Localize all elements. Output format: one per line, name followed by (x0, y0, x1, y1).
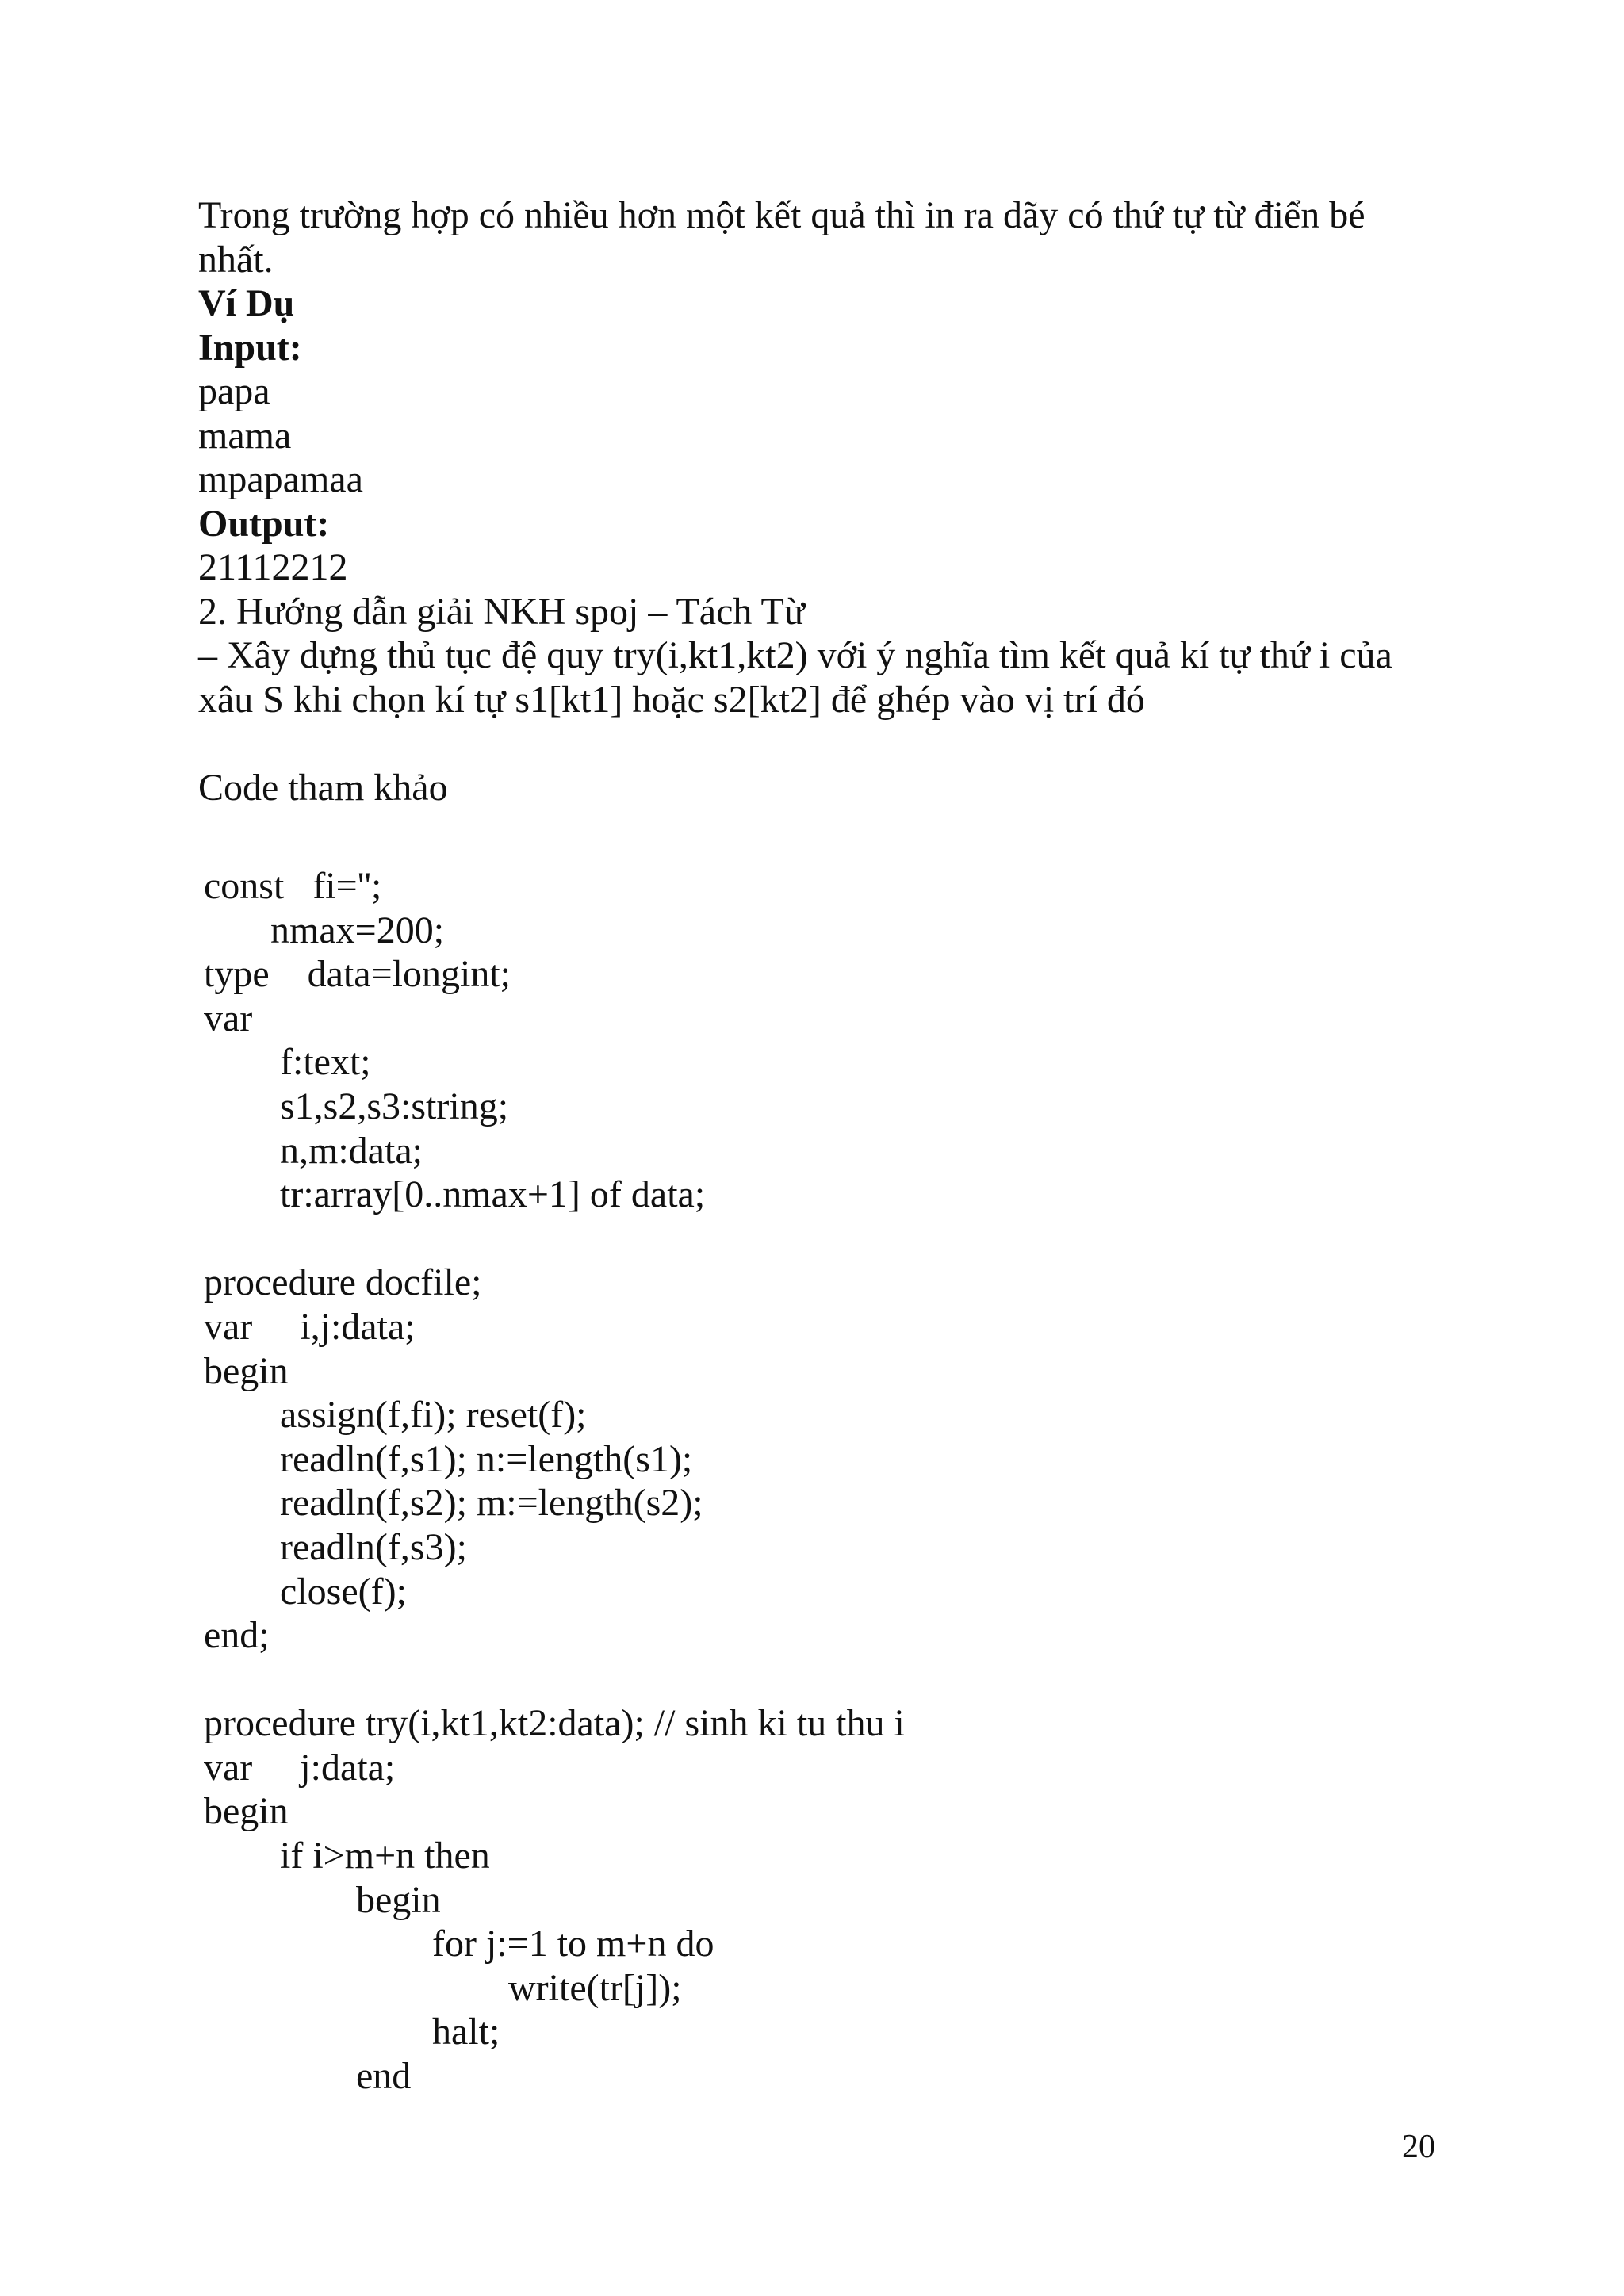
code-line: const fi=''; (204, 865, 382, 907)
code-line: f:text; (204, 1041, 371, 1084)
intro-paragraph: Trong trường hợp có nhiều hơn một kết quả thì in ra dãy có thứ tự từ điển bé nhất. (198, 194, 1365, 281)
guide-paragraph: – Xây dựng thủ tục đệ quy try(i,kt1,kt2) với ý nghĩa tìm kết quả kí tự thứ i của xâu S khi chọn kí tự s1[kt1] hoặc s2[kt2] để ghép vào vị trí đó (198, 634, 1392, 721)
input-line: mama (198, 414, 292, 457)
code-line: halt; (204, 2011, 500, 2053)
code-line: var i,j:data; (204, 1305, 416, 1348)
text-block (198, 193, 1435, 809)
page-number: 20 (1402, 2129, 1435, 2165)
code-line (204, 1217, 1393, 1261)
code-line: if i>m+n then (204, 1835, 490, 1877)
code-line (204, 1658, 1393, 1702)
code-line: assign(f,fi); reset(f); (204, 1394, 587, 1437)
code-line: procedure docfile; (204, 1261, 482, 1304)
section-title: 2. Hướng dẫn giải NKH spoj – Tách Từ (198, 590, 805, 633)
input-line: papa (198, 370, 270, 412)
code-line: nmax=200; (204, 909, 445, 951)
code-line: n,m:data; (204, 1129, 423, 1172)
code-line: readln(f,s3); (204, 1525, 467, 1568)
code-heading: Code tham khảo (198, 766, 448, 809)
code-line: write(tr[j]); (204, 1966, 682, 2009)
code-line: begin (204, 1878, 441, 1921)
code-line: type data=longint; (204, 953, 511, 996)
code-block (204, 864, 1393, 2099)
code-line: end (204, 2055, 412, 2098)
output-line: 21112212 (198, 546, 348, 588)
code-line: s1,s2,s3:string; (204, 1085, 509, 1127)
code-line: readln(f,s1); n:=length(s1); (204, 1437, 693, 1480)
code-line: procedure try(i,kt1,kt2:data); // sinh ki tu thu i (204, 1702, 905, 1745)
code-line: close(f); (204, 1570, 407, 1613)
output-label: Output: (198, 502, 330, 545)
code-line: tr:array[0..nmax+1] of data; (204, 1173, 706, 1216)
code-line: end; (204, 1614, 270, 1657)
code-line: begin (204, 1790, 289, 1833)
code-line: var (204, 997, 253, 1039)
code-line: begin (204, 1349, 289, 1392)
input-label: Input: (198, 326, 302, 369)
blank-line (198, 721, 1435, 766)
code-line: readln(f,s2); m:=length(s2); (204, 1482, 703, 1525)
code-line: var j:data; (204, 1746, 396, 1789)
code-line: for j:=1 to m+n do (204, 1923, 714, 1965)
input-line: mpapamaa (198, 458, 363, 500)
example-heading: Ví Dụ (198, 282, 295, 324)
